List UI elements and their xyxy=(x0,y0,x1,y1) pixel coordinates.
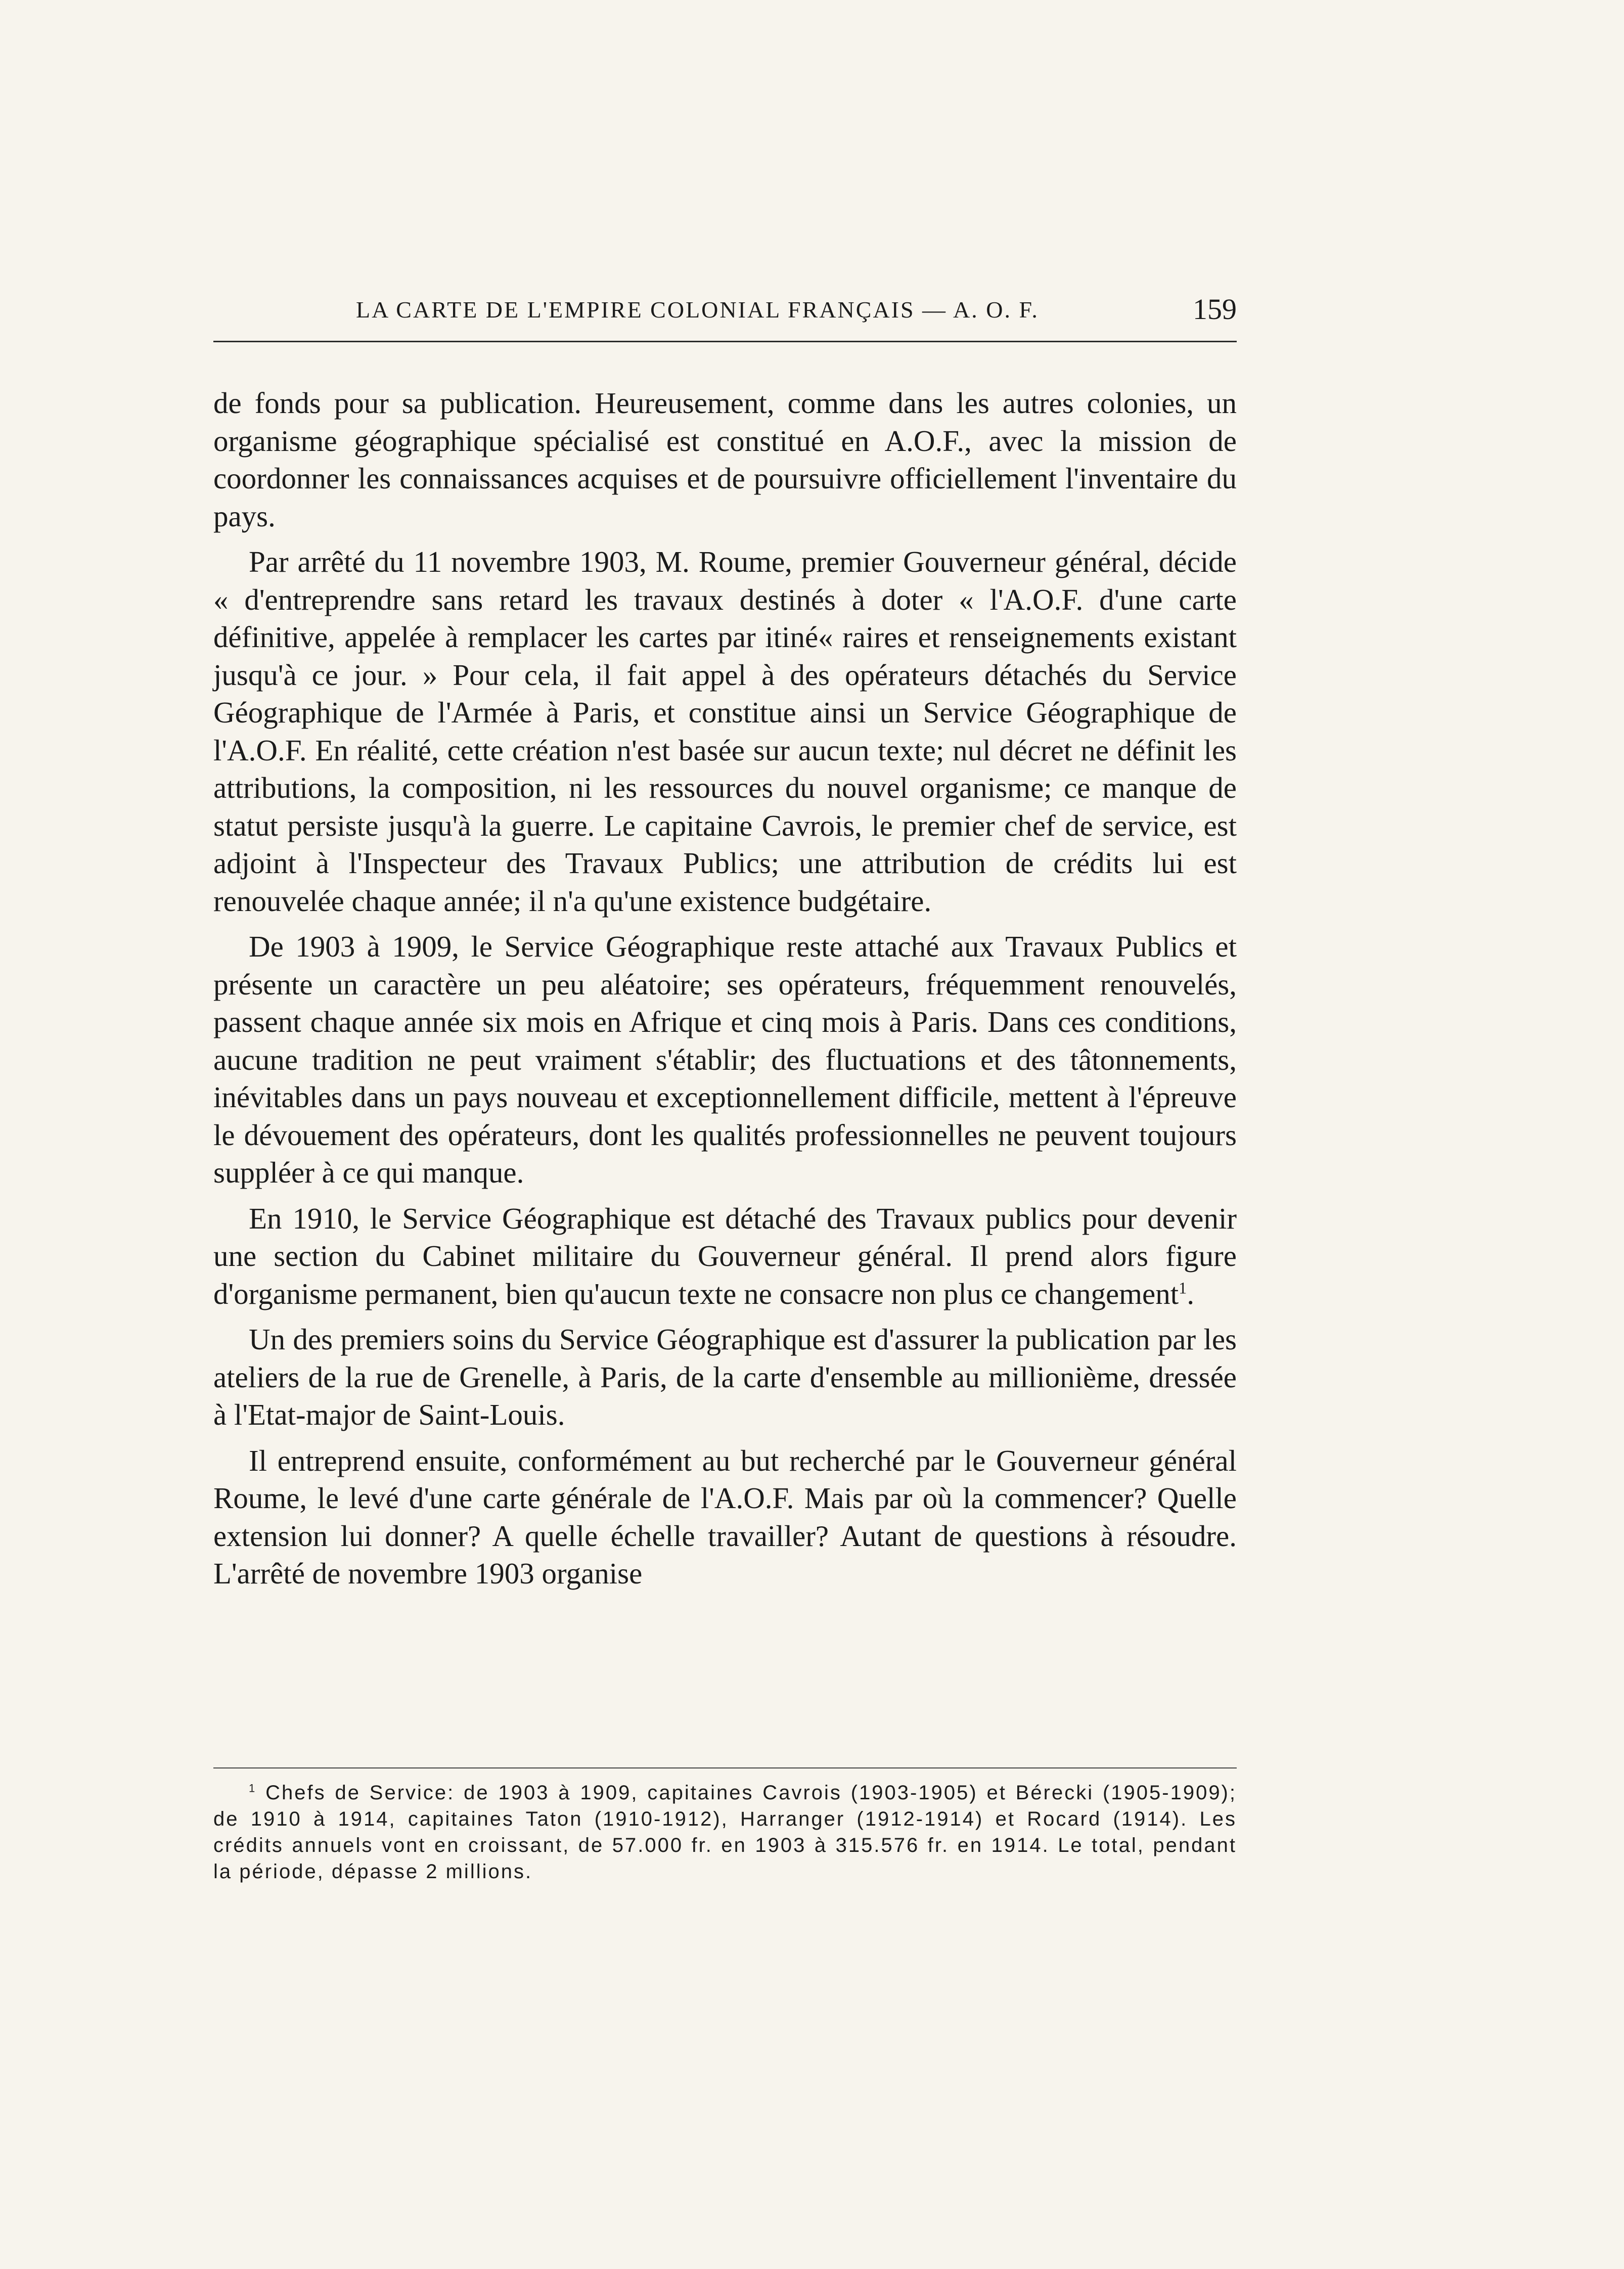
footnotes xyxy=(213,1780,1237,1885)
page-header xyxy=(213,292,1237,328)
header-rule xyxy=(213,341,1237,342)
paragraph-6: Il entreprend ensuite, conformément au but recherché par le Gouverneur général Roume, le levé d'une carte générale de l'A.O.F. Mais par où la commencer? Quelle extension lui donner? A quelle échelle travailler? Autant de questions à résoudre. L'arrêté de novembre 1903 organise xyxy=(213,1443,1237,1590)
paragraph-4-text: En 1910, le Service Géographique est détaché des Travaux publics pour devenir une section du Cabinet militaire du Gouverneur général. Il prend alors figure d'organisme permanent, bien qu'aucun texte ne consacre non plus ce changement xyxy=(213,1201,1237,1310)
paragraph-3: De 1903 à 1909, le Service Géographique reste attaché aux Travaux Publics et présente un caractère un peu aléatoire; ses opérateurs, fréquemment renouvelés, passent chaque année six mois en Afrique et cinq mois à Paris. Dans ces conditions, aucune tradition ne peut vraiment s'établir; des fluctuations et des tâtonnements, inévitables dans un pays nouveau et exceptionnellement difficile, mettent à l'épreuve le dévouement des opérateurs, dont les qualités professionnelles ne peuvent toujours suppléer à ce qui manque. xyxy=(213,930,1237,1189)
paragraph-5: Un des premiers soins du Service Géographique est d'assurer la publication par les ateliers de la rue de Grenelle, à Paris, de la carte d'ensemble au millionième, dressée à l'Etat-major de Saint-Louis. xyxy=(213,1323,1237,1431)
footnote-1 xyxy=(213,1780,1237,1885)
footnote-rule xyxy=(213,1767,1237,1768)
footnote-marker: 1 xyxy=(249,1782,257,1795)
paragraph-4: En 1910, le Service Géographique est détaché des Travaux publics pour devenir une section du Cabinet militaire du Gouverneur général. Il prend alors figure d'organisme permanent, bien qu'aucun texte ne consacre non plus ce changement$^1$. xyxy=(213,1201,1237,1310)
paragraph-1: de fonds pour sa publication. Heureusement, comme dans les autres colonies, un organisme géographique spécialisé est constitué en A.O.F., avec la mission de coordonner les connaissances acquises et de poursuivre officiellement l'inventaire du pays. xyxy=(213,386,1237,533)
footnote-text: Chefs de Service: de 1903 à 1909, capitaines Cavrois (1903-1905) et Bérecki (1905-1909); de 1910 à 1914, capitaines Taton (1910-1912), Harranger (1912-1914) et Rocard (1914). Les crédits annuels vont en croissant, de 57.000 fr. en 1903 à 315.576 fr. en 1914. Le total, pendant la période, dépasse 2 millions. xyxy=(213,1782,1237,1883)
body-text xyxy=(213,384,1237,1601)
footnote-reference: 1 xyxy=(1179,1279,1187,1297)
running-title: LA CARTE DE L'EMPIRE COLONIAL FRANÇAIS — A. O. F. xyxy=(356,297,1039,323)
page-number: 159 xyxy=(1193,293,1237,326)
paragraph-2: Par arrêté du 11 novembre 1903, M. Roume, premier Gouverneur général, décide « d'entreprendre sans retard les travaux destinés à doter « l'A.O.F. d'une carte définitive, appelée à remplacer les cartes par itiné« raires et renseignements existant jusqu'à ce jour. » Pour cela, il fait appel à des opérateurs détachés du Service Géographique de l'Armée à Paris, et constitue ainsi un Service Géographique de l'A.O.F. En réalité, cette création n'est basée sur aucun texte; nul décret ne définit les attributions, la composition, ni les ressources du nouvel organisme; ce manque de statut persiste jusqu'à la guerre. Le capitaine Cavrois, le premier chef de service, est adjoint à l'Inspecteur des Travaux Publics; une attribution de crédits lui est renouvelée chaque année; il n'a qu'une existence budgétaire. xyxy=(213,545,1237,918)
